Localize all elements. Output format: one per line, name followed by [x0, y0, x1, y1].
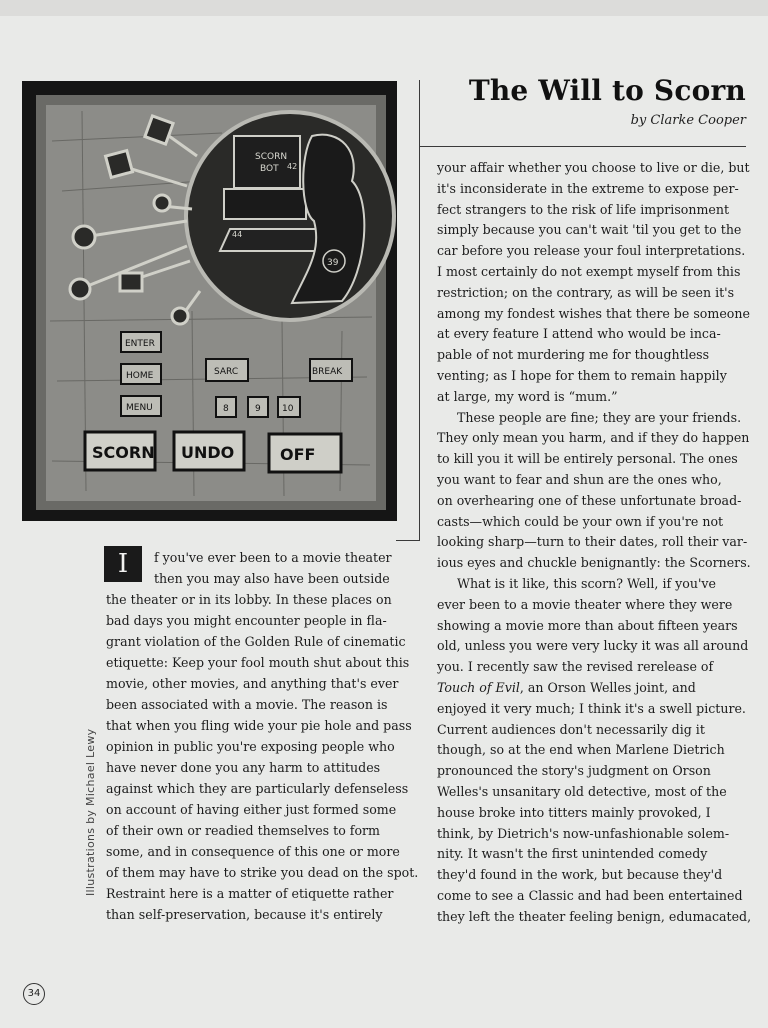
- right-line: at large, my word is “mum.”: [437, 388, 618, 404]
- scorn-button-label: SCORN: [92, 443, 155, 462]
- right-line: fect strangers to the risk of life imprisonment: [437, 201, 730, 217]
- left-line: on account of having either just formed some: [106, 802, 397, 817]
- article-title: The Will to Scorn: [468, 74, 746, 107]
- right-line: you. I recently saw the revised rerelease of: [437, 659, 714, 675]
- image-rule: [396, 540, 420, 541]
- scan-top-strip: [0, 0, 768, 16]
- menu-button-label: MENU: [126, 403, 153, 413]
- right-line: they'd found in the work, but because they'd: [437, 867, 723, 883]
- right-line: come to see a Classic and had been entertained: [437, 888, 743, 903]
- left-line: opinion in public you're exposing people who: [106, 739, 395, 754]
- left-line: f you've ever been to a movie theater: [154, 550, 392, 565]
- key-10-label: 10: [282, 404, 294, 414]
- enter-button-label: ENTER: [125, 339, 155, 349]
- home-button-label: HOME: [126, 371, 154, 381]
- left-line: of their own or readied themselves to form: [106, 823, 380, 838]
- key-8-label: 8: [223, 404, 229, 414]
- left-line: grant violation of the Golden Rule of cinematic: [106, 634, 406, 649]
- right-line: they left the theater feeling benign, edumacated,: [437, 908, 752, 924]
- right-line: looking sharp—turn to their dates, roll their var-: [437, 534, 748, 550]
- left-line: Restraint here is a matter of etiquette rather: [106, 886, 394, 901]
- off-button-label: OFF: [280, 445, 316, 464]
- right-line: casts—which could be your own if you're not: [437, 513, 724, 529]
- right-line: at every feature I attend who would be inca-: [437, 326, 721, 342]
- right-line: Current audiences don't necessarily dig it: [437, 721, 705, 737]
- badge-number: 39: [327, 258, 339, 268]
- right-line: pronounced the story's judgment on Orson: [437, 763, 711, 779]
- right-line: ever been to a movie theater where they were: [437, 596, 733, 612]
- left-line: some, and in consequence of this one or more: [106, 844, 400, 859]
- left-line: than self-preservation, because it's entirely: [106, 907, 383, 922]
- right-line: house broke into titters mainly provoked, I: [437, 804, 711, 820]
- right-line: restriction; on the contrary, as will be seen it's: [437, 284, 735, 300]
- undo-button-label: UNDO: [181, 443, 235, 462]
- right-line: enjoyed it very much; I think it's a swell picture.: [437, 700, 746, 716]
- right-line: you want to fear and shun are the ones who,: [437, 472, 722, 487]
- right-line: nity. It wasn't the first unintended comedy: [437, 846, 708, 862]
- right-line: to kill you it will be entirely personal. The ones: [437, 451, 738, 467]
- right-line: pable of not murdering me for thoughtless: [437, 347, 710, 363]
- drop-cap: I: [104, 546, 142, 582]
- left-line: against which they are particularly defenseless: [106, 781, 409, 796]
- screen-line-2: BOT: [260, 164, 279, 174]
- right-line: I most certainly do not exempt myself from this: [437, 264, 741, 279]
- keyboard-number: 44: [232, 230, 243, 239]
- scornbot-illustration: [22, 81, 397, 521]
- right-line: Touch of Evil, an Orson Welles joint, and: [437, 680, 696, 695]
- page-number: 34: [23, 983, 45, 1005]
- left-line: have never done you any harm to attitudes: [106, 760, 381, 775]
- right-line: though, so at the end when Marlene Dietrich: [437, 742, 725, 758]
- left-line: movie, other movies, and anything that's ever: [106, 676, 399, 691]
- key-9-label: 9: [255, 404, 261, 414]
- right-line: What is it like, this scorn? Well, if you've: [457, 576, 716, 591]
- right-line: Welles's unsanitary old detective, most of the: [437, 784, 727, 799]
- break-button-label: BREAK: [312, 367, 343, 377]
- right-line: among my fondest wishes that there be someone: [437, 305, 750, 321]
- article-byline: by Clarke Cooper: [630, 113, 746, 128]
- right-line: old, unless you were very lucky it was all around: [437, 638, 749, 654]
- illustration-credit: Illustrations by Michael Lewy: [84, 728, 97, 896]
- left-line: been associated with a movie. The reason is: [106, 697, 388, 712]
- right-line: venting; as I hope for them to remain happily: [437, 368, 727, 383]
- left-line: bad days you might encounter people in fla-: [106, 613, 387, 628]
- film-title: Touch of Evil: [437, 680, 520, 695]
- right-line: on overhearing one of these unfortunate broad-: [437, 492, 742, 508]
- right-line: ious eyes and chuckle benignantly: the Scorners.: [437, 555, 751, 571]
- right-line: They only mean you harm, and if they do happen: [437, 430, 750, 446]
- left-line: that when you fling wide your pie hole and pass: [106, 718, 412, 733]
- right-line: car before you release your foul interpretations.: [437, 243, 746, 259]
- left-line: the theater or in its lobby. In these places on: [106, 592, 392, 607]
- right-line: simply because you can't wait 'til you get to the: [437, 222, 742, 238]
- left-line: of them may have to strike you dead on the spot.: [106, 865, 419, 880]
- title-rule: [420, 146, 746, 147]
- right-line: These people are fine; they are your friends.: [457, 409, 742, 425]
- right-line: showing a movie more than about fifteen years: [437, 617, 738, 633]
- left-line: etiquette: Keep your fool mouth shut about this: [106, 655, 410, 670]
- right-line: think, by Dietrich's now-unfashionable solem-: [437, 825, 730, 841]
- screen-number: 42: [287, 162, 298, 171]
- right-line: your affair whether you choose to live or die, but: [437, 160, 750, 175]
- screen-line-1: SCORN: [255, 152, 288, 162]
- left-line: then you may also have been outside: [154, 571, 390, 586]
- right-line: it's inconsiderate in the extreme to expose per-: [437, 180, 739, 196]
- column-rule-vertical: [419, 80, 420, 540]
- sarc-button-label: SARC: [214, 367, 239, 377]
